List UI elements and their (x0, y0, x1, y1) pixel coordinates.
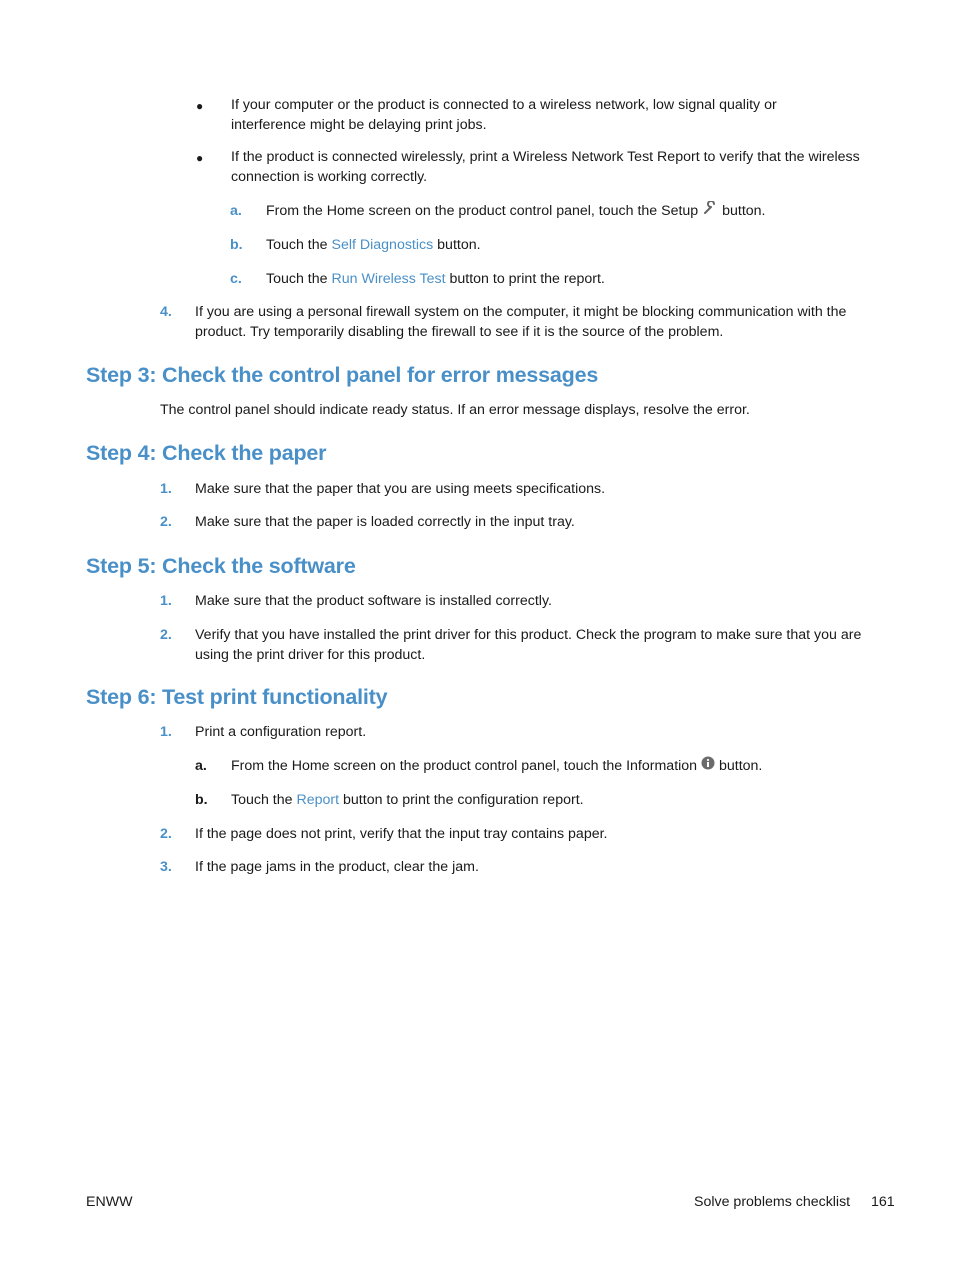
wrench-icon (702, 201, 718, 221)
sub-step-text: From the Home screen on the product control panel, touch the Setup button. (266, 201, 765, 221)
bullet-dot: ● (196, 99, 204, 113)
step-text: Verify that you have installed the print driver for this product. Check the program to make sure that you are using the print driver for this product. (195, 627, 862, 663)
step-text: Make sure that the product software is installed correctly. (195, 593, 552, 609)
step-number: 2. (160, 627, 172, 643)
step-letter: c. (230, 271, 242, 287)
section-heading: Step 4: Check the paper (86, 441, 327, 465)
step-number: 2. (160, 826, 172, 842)
footer-left: ENWW (86, 1194, 133, 1210)
report-link[interactable]: Report (296, 792, 340, 808)
step-letter: a. (230, 203, 242, 219)
section-heading: Step 6: Test print functionality (86, 685, 388, 709)
footer-right: Solve problems checklist (694, 1194, 851, 1210)
step-number: 1. (160, 481, 172, 497)
sub-step-text: Touch the Report button to print the configuration report. (231, 792, 584, 808)
sub-step-text: Touch the Run Wireless Test button to print the report. (266, 271, 605, 287)
step-text: If the page does not print, verify that the input tray contains paper. (195, 826, 608, 842)
bullet-text: If the product is connected wirelessly, print a Wireless Network Test Report to verify that the wireless connection is working correctly. (231, 149, 860, 185)
step-number: 2. (160, 514, 172, 530)
bullet-dot: ● (196, 151, 204, 165)
self-diagnostics-link[interactable]: Self Diagnostics (331, 237, 434, 253)
step-text: Make sure that the paper is loaded correctly in the input tray. (195, 514, 575, 530)
step-text: If the page jams in the product, clear the jam. (195, 859, 479, 875)
step-number: 4. (160, 304, 172, 320)
step-number: 1. (160, 593, 172, 609)
step-letter: b. (230, 237, 243, 253)
step-text: Print a configuration report. (195, 724, 367, 740)
section-heading: Step 3: Check the control panel for error messages (86, 363, 599, 387)
section-heading: Step 5: Check the software (86, 554, 356, 578)
sub-step-text: From the Home screen on the product control panel, touch the Information button. (231, 756, 762, 776)
step-letter: b. (195, 792, 208, 808)
sub-step-text: Touch the Self Diagnostics button. (266, 237, 481, 253)
step-number: 3. (160, 859, 172, 875)
section-text: The control panel should indicate ready status. If an error message displays, resolve the error. (160, 402, 750, 418)
info-icon (701, 756, 715, 776)
step-text: Make sure that the paper that you are using meets specifications. (195, 481, 606, 497)
step-letter: a. (195, 758, 207, 774)
run-wireless-test-link[interactable]: Run Wireless Test (331, 271, 446, 287)
step-text: If you are using a personal firewall system on the computer, it might be blocking communication with the product. Try temporarily disabling the firewall to see if it is the source of the problem. (195, 304, 847, 340)
step-number: 1. (160, 724, 172, 740)
page-number: 161 (871, 1194, 895, 1210)
bullet-text: If your computer or the product is connected to a wireless network, low signal quality or interference might be delaying print jobs. (231, 97, 777, 133)
